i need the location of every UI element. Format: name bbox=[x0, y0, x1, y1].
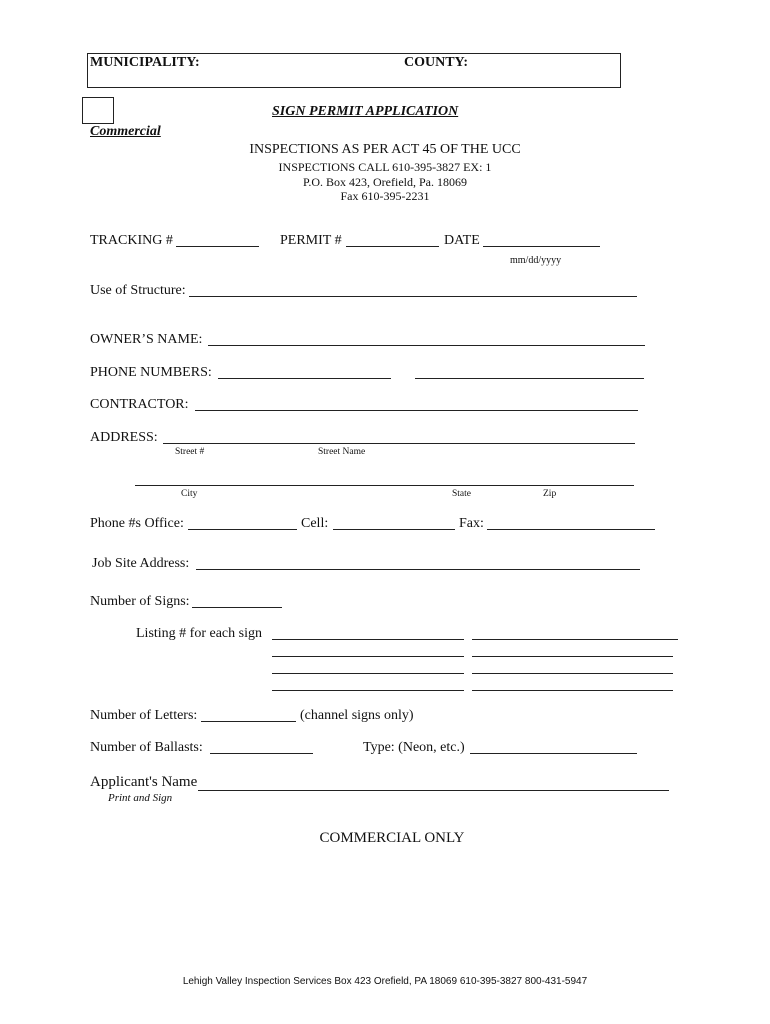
commercial-label: Commercial bbox=[90, 124, 161, 139]
state-hint: State bbox=[452, 489, 471, 499]
phone-number-2-input[interactable] bbox=[415, 378, 644, 379]
cell-label: Cell: bbox=[301, 516, 329, 531]
municipality-label: MUNICIPALITY: bbox=[90, 55, 200, 70]
county-input[interactable] bbox=[475, 55, 615, 73]
commercial-checkbox[interactable] bbox=[82, 97, 114, 124]
applicants-name-label: Applicant's Name bbox=[90, 774, 198, 790]
listing-input-2a[interactable] bbox=[272, 656, 464, 657]
permit-label: PERMIT # bbox=[280, 233, 342, 248]
inspections-call: INSPECTIONS CALL 610-395-3827 EX: 1 bbox=[278, 160, 492, 174]
owners-name-input[interactable] bbox=[208, 345, 645, 346]
tracking-label: TRACKING # bbox=[90, 233, 173, 248]
type-neon-label: Type: (Neon, etc.) bbox=[363, 740, 465, 755]
county-label: COUNTY: bbox=[404, 55, 469, 70]
listing-input-4b[interactable] bbox=[472, 690, 673, 691]
address-city-state-zip-input[interactable] bbox=[135, 485, 634, 486]
date-label: DATE bbox=[444, 233, 480, 248]
job-site-address-label: Job Site Address: bbox=[92, 556, 190, 571]
form-title: SIGN PERMIT APPLICATION bbox=[272, 104, 459, 119]
job-site-address-input[interactable] bbox=[196, 569, 640, 570]
street-number-hint: Street # bbox=[175, 447, 205, 457]
fax-input[interactable] bbox=[487, 529, 655, 530]
phone-office-label: Phone #s Office: bbox=[90, 516, 184, 531]
address-label: ADDRESS: bbox=[90, 430, 158, 445]
number-of-signs-input[interactable] bbox=[192, 607, 282, 608]
listing-input-3a[interactable] bbox=[272, 673, 464, 674]
listing-input-1b[interactable] bbox=[472, 639, 678, 640]
applicants-name-input[interactable] bbox=[198, 790, 669, 791]
phone-numbers-label: PHONE NUMBERS: bbox=[90, 365, 212, 380]
number-of-letters-input[interactable] bbox=[201, 721, 296, 722]
phone-number-1-input[interactable] bbox=[218, 378, 391, 379]
address-street-input[interactable] bbox=[163, 443, 635, 444]
fax-number: Fax 610-395-2231 bbox=[340, 189, 430, 203]
listing-input-1a[interactable] bbox=[272, 639, 464, 640]
phone-office-input[interactable] bbox=[188, 529, 297, 530]
number-of-ballasts-label: Number of Ballasts: bbox=[90, 740, 203, 755]
listing-input-4a[interactable] bbox=[272, 690, 464, 691]
listing-input-2b[interactable] bbox=[472, 656, 673, 657]
number-of-letters-label: Number of Letters: bbox=[90, 708, 198, 723]
municipality-input[interactable] bbox=[210, 55, 390, 73]
fax-label: Fax: bbox=[459, 516, 484, 531]
contractor-label: CONTRACTOR: bbox=[90, 397, 189, 412]
print-and-sign-hint: Print and Sign bbox=[108, 792, 173, 804]
owners-name-label: OWNER’S NAME: bbox=[90, 332, 203, 347]
date-hint: mm/dd/yyyy bbox=[510, 255, 562, 266]
footer-contact: Lehigh Valley Inspection Services Box 423 Orefield, PA 18069 610-395-3827 800-431-5947 bbox=[182, 976, 588, 987]
commercial-only-label: COMMERCIAL ONLY bbox=[319, 830, 465, 846]
po-box-address: P.O. Box 423, Orefield, Pa. 18069 bbox=[303, 175, 467, 189]
number-of-signs-label: Number of Signs: bbox=[90, 594, 190, 609]
type-input[interactable] bbox=[470, 753, 637, 754]
inspections-act: INSPECTIONS AS PER ACT 45 OF THE UCC bbox=[249, 142, 521, 157]
zip-hint: Zip bbox=[543, 489, 557, 499]
tracking-input[interactable] bbox=[176, 246, 259, 247]
street-name-hint: Street Name bbox=[318, 447, 366, 457]
channel-signs-only-note: (channel signs only) bbox=[300, 708, 414, 723]
number-of-ballasts-input[interactable] bbox=[210, 753, 313, 754]
use-of-structure-label: Use of Structure: bbox=[90, 283, 186, 298]
contractor-input[interactable] bbox=[195, 410, 638, 411]
use-of-structure-input[interactable] bbox=[189, 296, 637, 297]
listing-each-sign-label: Listing # for each sign bbox=[136, 626, 262, 641]
city-hint: City bbox=[181, 489, 198, 499]
cell-input[interactable] bbox=[333, 529, 455, 530]
listing-input-3b[interactable] bbox=[472, 673, 673, 674]
permit-input[interactable] bbox=[346, 246, 439, 247]
date-input[interactable] bbox=[483, 246, 600, 247]
